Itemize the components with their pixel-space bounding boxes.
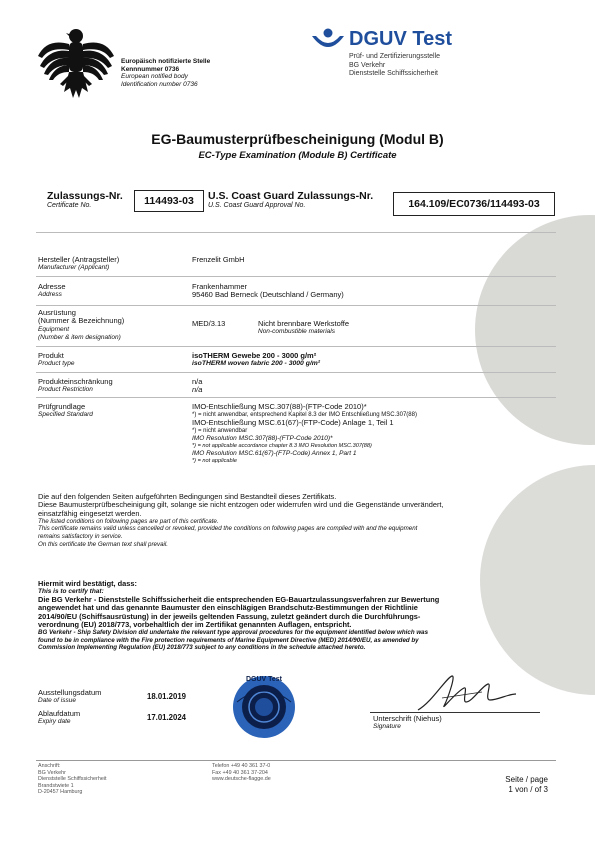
issue-date-value: 18.01.2019 — [147, 692, 187, 701]
restriction-label-en: Product Restriction — [38, 386, 93, 394]
product-en: isoTHERM woven fabric 200 - 3000 g/m² — [192, 360, 321, 368]
conditions-de-3: einsatzfähig eingesetzt werden. — [38, 508, 142, 518]
standard-1-en-note: *) = not applicable accordance chapter 8.3 IMO Resolution MSC.307(88) — [192, 442, 372, 449]
uscg-number-label — [208, 190, 398, 210]
signature-mark — [412, 672, 522, 716]
conditions-en-4: On this certificate the German text shall prevail. — [38, 540, 168, 548]
restriction-label-de: Produkteinschränkung — [38, 377, 113, 386]
page-number: 1 von / of 3 — [508, 784, 548, 794]
equipment-de: Nicht brennbare Werkstoffe — [258, 319, 350, 328]
uscg-label-en: U.S. Coast Guard Approval No. — [208, 202, 306, 209]
confirmation-de-2: angewendet hat und das genannte Baumuster den einschlägigen Brandschutz-Bestimmungen der Richtlinie — [38, 603, 418, 613]
footer-contact — [212, 763, 352, 783]
dguv-test-seal — [231, 672, 297, 742]
issue-label-de: Ausstellungsdatum — [38, 688, 102, 697]
page-indicator — [470, 775, 548, 794]
footer-phone: Telefon +49 40 361 37-0 — [212, 763, 271, 769]
notified-body-de: Europäisch notifizierte Stelle — [121, 58, 211, 65]
manufacturer-label-de: Hersteller (Antragsteller) — [38, 255, 120, 264]
notified-body-number-en: Identification number 0736 — [121, 80, 198, 88]
footer-address-2: BG Verkehr — [38, 769, 66, 776]
standard-1-note: *) = nicht anwendbar, entsprechend Kapitel 8.3 der IMO Entschließung MSC.307(88) — [192, 411, 417, 418]
address-label — [38, 283, 188, 300]
brand-line-2: BG Verkehr — [349, 61, 386, 69]
brand-line-3: Dienststelle Schiffssicherheit — [349, 70, 438, 77]
uscg-label-de: U.S. Coast Guard Zulassungs-Nr. — [208, 190, 374, 202]
address-label-de: Adresse — [38, 282, 66, 291]
brand-line-1: Prüf- und Zertifizierungsstelle — [349, 53, 441, 60]
standard-1: IMO-Entschließung MSC.307(88)-(FTP-Code 2010)* — [192, 402, 367, 411]
signature-label-de: Unterschrift (Niehus) — [373, 714, 442, 723]
notified-body-number-de: Kennnummer 0736 — [121, 65, 180, 73]
issue-label-en: Date of issue — [38, 697, 76, 705]
equipment-label — [38, 309, 188, 343]
restriction-label — [38, 378, 188, 395]
signature-line — [370, 712, 540, 713]
certificate-number-label — [47, 190, 137, 210]
footer-address-4: Brandstwiete 1 — [38, 782, 74, 789]
product-label-en: Product type — [38, 360, 75, 368]
confirmation-block — [38, 580, 558, 652]
expiry-label-en: Expiry date — [38, 718, 71, 726]
manufacturer-label — [38, 256, 188, 273]
manufacturer-label-en: Manufacturer (Applicant) — [38, 264, 110, 272]
equipment-number: MED/3.13 — [192, 319, 226, 328]
standards-label-en: Specified Standard — [38, 411, 93, 419]
cert-label-en: Certificate No. — [47, 202, 92, 209]
restriction-en: n/a — [192, 385, 203, 395]
document-title-en: EC-Type Examination (Module B) Certificate — [198, 150, 397, 161]
confirmation-en-2: found to be in compliance with the Fire protection requirements of Marine Equipment Directive (MED) 2014/90/EU, as amended by — [38, 636, 419, 644]
restriction-value — [192, 378, 552, 395]
confirmation-heading-de: Hiermit wird bestätigt, dass: — [38, 579, 137, 588]
dguv-brand: DGUV Test — [349, 28, 452, 50]
dguv-brand-lines — [349, 53, 529, 79]
confirmation-de-3: 2014/90/EU (Schiffsausrüstung) in der jeweils geltenden Fassung, zuletzt geändert durch die Durchführungs- — [38, 611, 421, 621]
equipment-label-en-2: (Number & item designation) — [38, 334, 121, 342]
address-value — [192, 283, 552, 300]
conditions-en-3: remains satisfactory in service. — [38, 533, 123, 541]
product-de: isoTHERM Gewebe 200 - 3000 g/m² — [192, 351, 317, 360]
federal-eagle-logo — [36, 22, 116, 104]
confirmation-de-4: verordnung (EU) 2018/773, vorbehaltlich der im Zertifikat genannten Auflagen, entspricht. — [38, 619, 352, 629]
standard-2-note: *) = nicht anwendbar — [192, 427, 248, 434]
confirmation-en-3: Commission Implementing Regulation (EU) 2018/773 subject to any conditions in the schedule attached hereto. — [38, 644, 366, 652]
footer-address — [38, 763, 168, 796]
footer-address-1: Anschrift: — [38, 763, 61, 769]
dguv-logo-icon — [310, 28, 346, 52]
equipment-label-de-1: Ausrüstung — [38, 308, 76, 317]
divider — [36, 346, 556, 347]
conditions-en-1: The listed conditions on following pages are part of this certificate. — [38, 517, 219, 525]
footer-address-3: Dienststelle Schiffssicherheit — [38, 776, 107, 783]
standard-1-en: IMO Resolution MSC.307(88)-(FTP-Code 2010)* — [192, 435, 333, 443]
equipment-value — [258, 320, 548, 337]
divider — [36, 372, 556, 373]
uscg-number-box: 164.109/EC0736/114493-03 — [393, 192, 555, 216]
address-line-1: Frankenhammer — [192, 282, 248, 291]
document-title-de: EG-Baumusterprüfbescheinigung (Modul B) — [151, 131, 444, 147]
notified-body-block — [121, 58, 291, 88]
conditions-en-2: This certificate remains valid unless cancelled or revoked, provided the conditions on following pages are complied with and the equipment — [38, 525, 418, 533]
issue-date-label — [38, 689, 148, 706]
signature-label — [373, 715, 523, 732]
product-label-de: Produkt — [38, 351, 64, 360]
restriction-de: n/a — [192, 377, 203, 386]
manufacturer-value: Frenzelit GmbH — [192, 255, 245, 264]
confirmation-de-1: Die BG Verkehr - Dienststelle Schiffssicherheit die entsprechenden EG-Bauartzulassungsverfahren zur Bewertung — [38, 595, 440, 605]
conditions-de-2: Diese Baumusterprüfbescheinigung gilt, solange sie nicht entzogen oder widerrufen wird und die Gegenstände unverändert, — [38, 500, 444, 510]
confirmation-heading-en: This is to certify that: — [38, 588, 104, 596]
footer-divider — [36, 760, 556, 761]
confirmation-en-1: BG Verkehr - Ship Safety Division did undertake the relevant type approval procedures for the equipment identified below which was — [38, 629, 429, 637]
seal-text: DGUV Test — [245, 676, 283, 683]
address-line-2: 95460 Bad Berneck (Deutschland / Germany) — [192, 290, 344, 300]
signature-label-en: Signature — [373, 723, 401, 731]
equipment-en: Non-combustible materials — [258, 328, 335, 336]
page-label: Seite / page — [505, 775, 548, 784]
product-label — [38, 352, 188, 369]
expiry-label-de: Ablaufdatum — [38, 709, 81, 718]
standard-2-en: IMO Resolution MSC.61(67)-(FTP-Code) Annex 1, Part 1 — [192, 450, 357, 458]
standard-2-en-note: *) = not applicable — [192, 457, 237, 464]
conditions-block — [38, 493, 558, 548]
expiry-date-label — [38, 710, 148, 727]
standards-value — [192, 403, 552, 466]
standards-label — [38, 403, 188, 420]
product-value — [192, 352, 552, 369]
expiry-date-value: 17.01.2024 — [147, 713, 187, 722]
equipment-label-en-1: Equipment — [38, 325, 70, 333]
divider — [36, 305, 556, 306]
standards-label-de: Prüfgrundlage — [38, 402, 86, 411]
notified-body-en: European notified body — [121, 73, 188, 80]
divider — [36, 397, 556, 398]
divider — [36, 276, 556, 277]
footer-website: www.deutsche-flagge.de — [212, 776, 271, 783]
footer-fax: Fax +49 40 361 37-204 — [212, 769, 268, 776]
address-label-en: Address — [38, 291, 62, 299]
conditions-de-1: Die auf den folgenden Seiten aufgeführten Bedingungen sind Bestandteil dieses Zertifikats. — [38, 492, 337, 501]
cert-label-de: Zulassungs-Nr. — [47, 190, 123, 202]
footer-address-5: D-20457 Hamburg — [38, 789, 83, 796]
equipment-label-de-2: (Nummer & Bezeichnung) — [38, 316, 125, 326]
divider — [36, 232, 556, 233]
certificate-number-box: 114493-03 — [134, 190, 204, 212]
standard-2: IMO-Entschließung MSC.61(67)-(FTP-Code) Anlage 1, Teil 1 — [192, 418, 394, 428]
